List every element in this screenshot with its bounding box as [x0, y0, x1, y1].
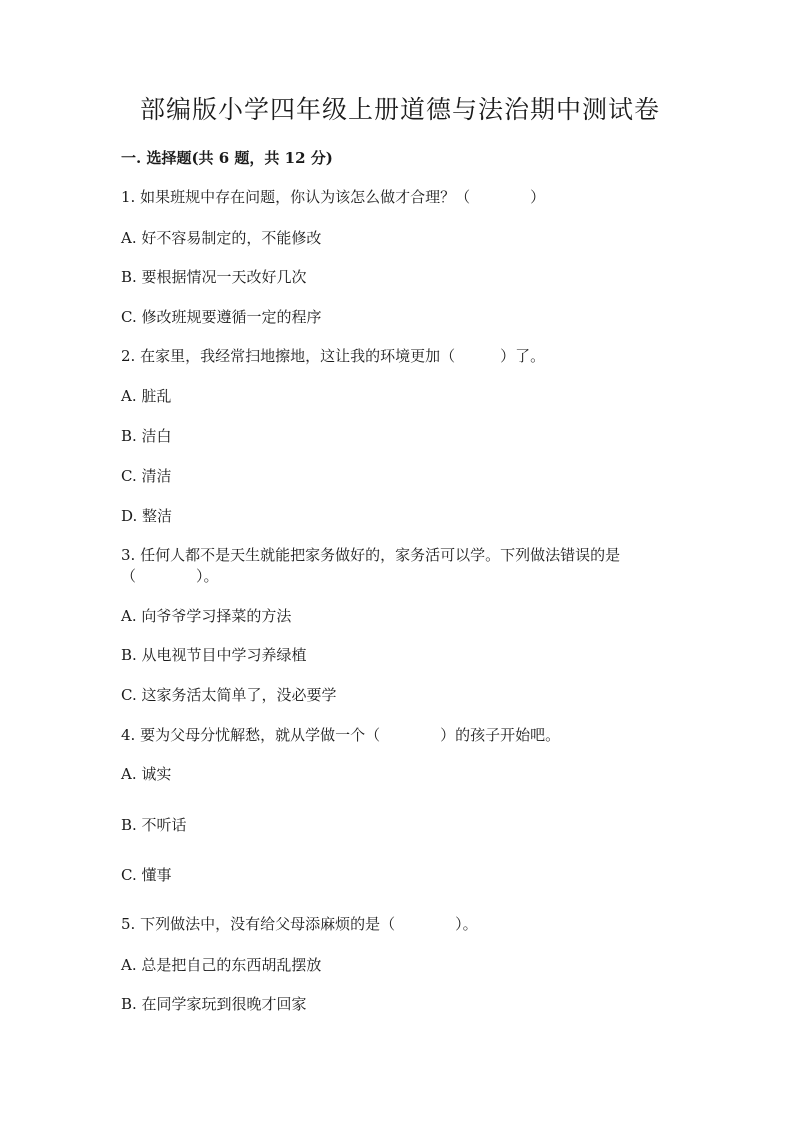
- question-2-option-c: C. 清洁: [121, 467, 172, 485]
- question-5-option-b: B. 在同学家玩到很晚才回家: [121, 995, 307, 1013]
- question-4-option-b: B. 不听话: [121, 816, 187, 834]
- section-heading: 一. 选择题(共 6 题，共 12 分): [121, 149, 333, 167]
- question-3-option-a: A. 向爷爷学习择菜的方法: [121, 607, 292, 625]
- question-4-option-c: C. 懂事: [121, 866, 172, 884]
- question-3-option-c: C. 这家务活太简单了，没必要学: [121, 686, 337, 704]
- question-3-stem-line-1: 3. 任何人都不是天生就能把家务做好的，家务活可以学。下列做法错误的是: [121, 546, 621, 564]
- question-3-stem-line-2: （ ）。: [121, 567, 219, 585]
- question-2-option-b: B. 洁白: [121, 427, 172, 445]
- question-1-option-c: C. 修改班规要遵循一定的程序: [121, 308, 322, 326]
- question-3-option-b: B. 从电视节目中学习养绿植: [121, 646, 307, 664]
- question-4-stem: 4. 要为父母分忧解愁，就从学做一个（ ）的孩子开始吧。: [121, 726, 561, 744]
- question-2-stem: 2. 在家里，我经常扫地擦地，这让我的环境更加（ ）了。: [121, 347, 546, 365]
- question-5-stem: 5. 下列做法中，没有给父母添麻烦的是（ ）。: [121, 915, 478, 933]
- question-2-option-a: A. 脏乱: [121, 387, 172, 405]
- exam-title: 部编版小学四年级上册道德与法治期中测试卷: [139, 95, 660, 124]
- question-2-option-d: D. 整洁: [121, 507, 173, 525]
- question-4-option-a: A. 诚实: [121, 765, 172, 783]
- question-1-option-b: B. 要根据情况一天改好几次: [121, 268, 307, 286]
- question-1-stem: 1. 如果班规中存在问题，你认为该怎么做才合理？（ ）: [121, 188, 546, 206]
- question-1-option-a: A. 好不容易制定的，不能修改: [121, 229, 322, 247]
- question-5-option-a: A. 总是把自己的东西胡乱摆放: [121, 956, 322, 974]
